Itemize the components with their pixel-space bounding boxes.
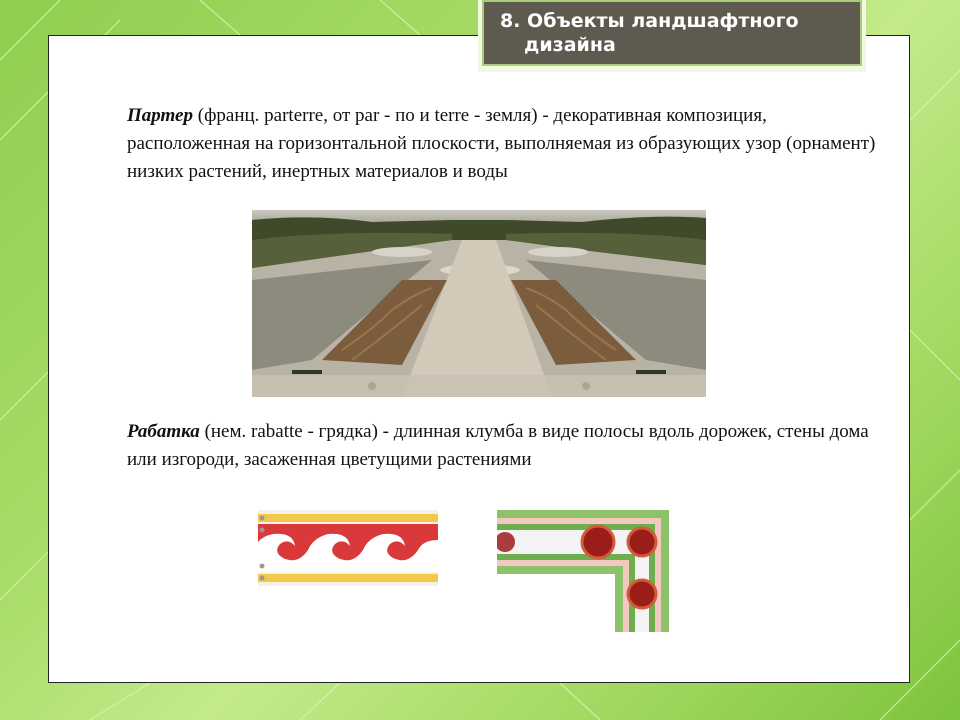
parter-definition — [127, 102, 887, 186]
title-line-2: дизайна — [524, 34, 616, 56]
rabatka-definition — [127, 418, 887, 474]
slide-title — [482, 0, 862, 66]
rabatka-text: (нем. rabatte - грядка) - длинная клумба в виде полосы вдоль дорожек, стены дома или изгороди, засаженная цветущими растениями — [127, 421, 869, 470]
rabatka-term: Рабатка — [127, 421, 200, 442]
parterre-garden-photo — [252, 210, 706, 397]
title-frame — [478, 0, 866, 72]
rabatka-wave-ornament — [258, 510, 438, 586]
parter-term: Партер — [127, 105, 193, 126]
title-line-1: 8. Объекты ландшафтного — [500, 10, 799, 32]
parter-text: (франц. parterre, от par - по и terre - земля) - декоративная композиция, расположенная на горизонтальной плоскости, выполняемая из образующих узор (орнамент) низких растений, инертных материалов и воды — [127, 105, 876, 182]
rabatka-corner-ornament — [497, 510, 669, 632]
